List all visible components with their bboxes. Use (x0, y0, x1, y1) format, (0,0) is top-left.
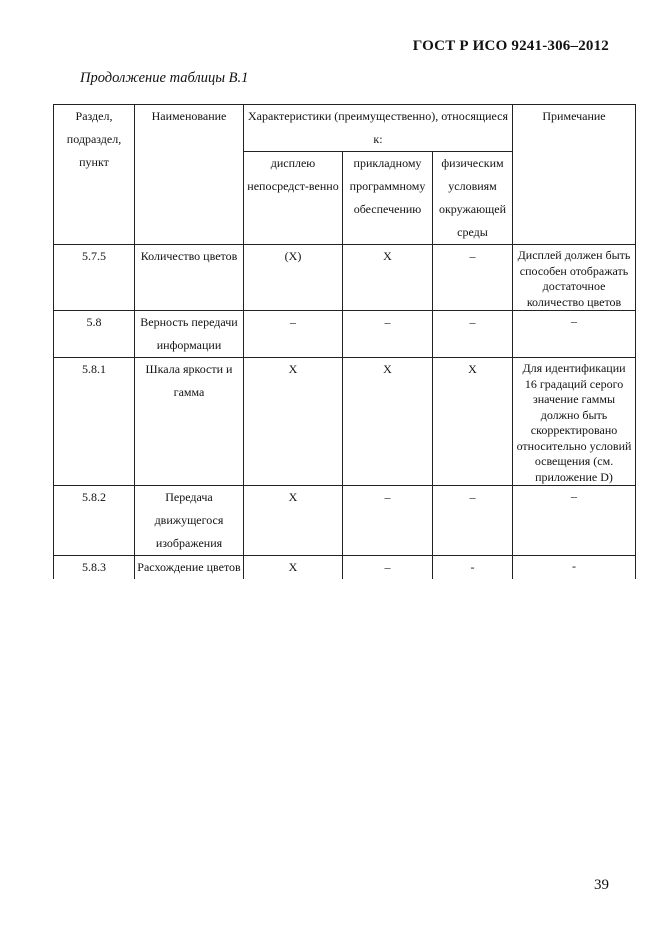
header-name: Наименование (135, 105, 244, 245)
characteristics-table (53, 104, 636, 579)
cell-section: 5.8.3 (54, 556, 135, 580)
cell-section: 5.7.5 (54, 245, 135, 311)
table-row (54, 556, 636, 580)
header-display: дисплею непосредст-венно (244, 152, 343, 245)
cell-display: – (244, 311, 343, 358)
table-caption: Продолжение таблицы В.1 (80, 70, 249, 86)
cell-section: 5.8.1 (54, 358, 135, 486)
cell-software: X (343, 358, 433, 486)
document-id: ГОСТ Р ИСО 9241-306–2012 (412, 38, 609, 54)
cell-software: – (343, 486, 433, 556)
cell-note: – (513, 311, 636, 358)
cell-name: Передача движущегося изображения (135, 486, 244, 556)
cell-name: Количество цветов (135, 245, 244, 311)
cell-environment: – (433, 486, 513, 556)
cell-display: X (244, 358, 343, 486)
cell-section: 5.8 (54, 311, 135, 358)
cell-environment: X (433, 358, 513, 486)
cell-name: Расхождение цветов (135, 556, 244, 580)
cell-environment: – (433, 311, 513, 358)
cell-software: – (343, 311, 433, 358)
cell-note: – (513, 486, 636, 556)
header-characteristics: Характеристики (преимущественно), относящиеся к: (244, 105, 513, 152)
table-row (54, 486, 636, 556)
header-section: Раздел, подраздел, пункт (54, 105, 135, 245)
cell-name: Шкала яркости и гамма (135, 358, 244, 486)
cell-software: – (343, 556, 433, 580)
cell-software: X (343, 245, 433, 311)
cell-note: Дисплей должен быть способен отображать достаточное количество цветов (513, 245, 636, 311)
header-environment: физическим условиям окружающей среды (433, 152, 513, 245)
header-software: прикладному программному обеспечению (343, 152, 433, 245)
table-row (54, 311, 636, 358)
cell-environment: – (433, 245, 513, 311)
cell-environment: - (433, 556, 513, 580)
table-row (54, 245, 636, 311)
cell-note: Для идентификации 16 градаций серого значение гаммы должно быть скорректировано относительно условий освещения (см. приложение D) (513, 358, 636, 486)
header-note: Примечание (513, 105, 636, 245)
cell-display: X (244, 556, 343, 580)
cell-display: X (244, 486, 343, 556)
cell-display: (X) (244, 245, 343, 311)
cell-section: 5.8.2 (54, 486, 135, 556)
cell-note: - (513, 556, 636, 580)
table-row (54, 358, 636, 486)
page-number: 39 (594, 877, 609, 893)
cell-name: Верность передачи информации (135, 311, 244, 358)
